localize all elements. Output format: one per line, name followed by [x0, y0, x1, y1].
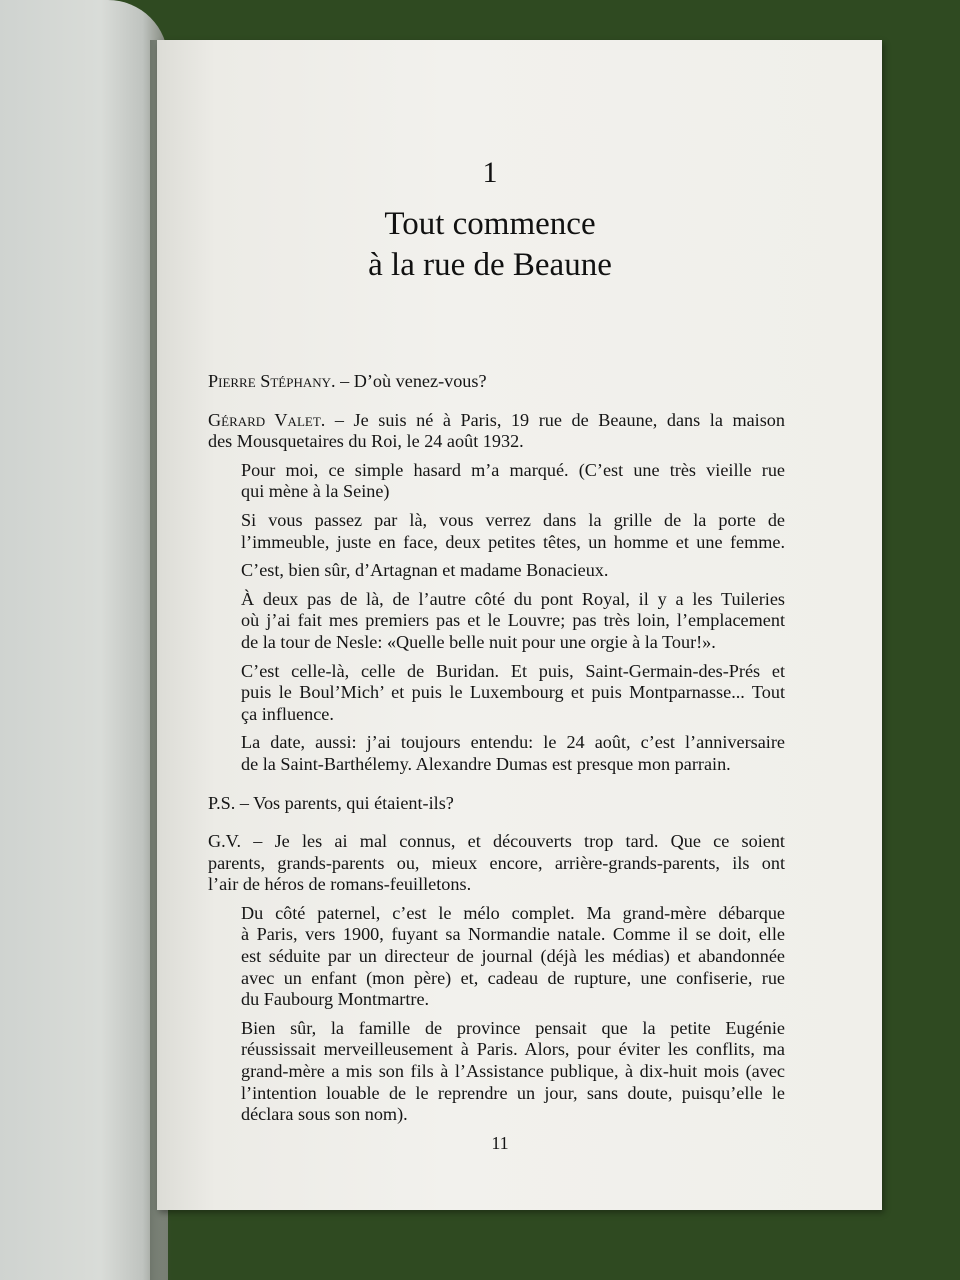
- text-line: déclara sous son nom).: [241, 1104, 408, 1125]
- paragraph-question-origin: [208, 371, 785, 393]
- text-line: grand-mère a mis son fils à l’Assistance publique, à dix-huit mois (avec: [241, 1061, 785, 1082]
- paragraph-answer-birth: [208, 410, 785, 453]
- text-line: puis le Boul’Mich’ et puis le Luxembourg et puis Montparnasse... Tout: [241, 682, 785, 703]
- text-line: Bien sûr, la famille de province pensait que la petite Eugénie: [241, 1017, 785, 1038]
- text-line: C’est celle-là, celle de Buridan. Et puis, Saint-Germain-des-Prés et: [241, 660, 785, 681]
- text-line: du Faubourg Montmartre.: [241, 989, 430, 1010]
- text-line: où j’ai fait mes premiers pas et le Louvre; pas très loin, l’emplacement: [241, 610, 785, 631]
- text-line: avec un enfant (mon père) et, cadeau de rupture, une confiserie, rue: [241, 967, 785, 988]
- text-line: ça influence.: [241, 703, 334, 724]
- paragraph: [208, 460, 785, 503]
- speaker-name: Pierre Stéphany.: [208, 371, 336, 391]
- text-line: – D’où venez-vous?: [340, 371, 487, 391]
- paragraph-question-parents: [208, 793, 785, 815]
- text-line: à Paris, vers 1900, fuyant sa Normandie natale. Comme il se doit, elle: [241, 924, 785, 945]
- text-line: de la Saint-Barthélemy. Alexandre Dumas est presque mon parrain.: [241, 753, 731, 774]
- paragraph: [208, 510, 785, 553]
- text-line: Gérard Valet. – Je suis né à Paris, 19 rue de Beaune, dans la maison: [208, 409, 785, 430]
- paragraph: [208, 560, 785, 582]
- text-line: G.V. – Je les ai mal connus, et découverts trop tard. Que ce soient: [208, 831, 785, 852]
- paragraph: [208, 732, 785, 775]
- paragraph: [208, 1018, 785, 1126]
- facing-page-edge: [0, 0, 168, 1280]
- chapter-title-line-1: Tout commence: [384, 206, 596, 242]
- text-line: Pour moi, ce simple hasard m’a marqué. (C’est une très vieille rue: [241, 459, 785, 480]
- text-line: C’est, bien sûr, d’Artagnan et madame Bonacieux.: [241, 560, 609, 581]
- text-line: Si vous passez par là, vous verrez dans la grille de la porte de: [241, 509, 785, 530]
- text-line: l’immeuble, juste en face, deux petites têtes, un homme et une femme.: [241, 531, 785, 552]
- text-line: l’air de héros de romans-feuilletons.: [208, 874, 472, 895]
- text-line: parents, grands-parents ou, mieux encore, arrière-grands-parents, ils ont: [208, 852, 785, 873]
- text-line: l’intention louable de le reprendre un jour, sans doute, puisqu’elle le: [241, 1082, 785, 1103]
- paragraph: [208, 903, 785, 1011]
- text-line: qui mène à la Seine): [241, 481, 390, 502]
- page-number: 11: [491, 1133, 509, 1153]
- text-line: réussissait merveilleusement à Paris. Alors, pour éviter les conflits, ma: [241, 1039, 785, 1060]
- paragraph: [208, 589, 785, 654]
- text-line: est séduite par un directeur de journal (déjà les médias) et abandonnée: [241, 946, 785, 967]
- paragraph: [208, 661, 785, 726]
- text-line: La date, aussi: j’ai toujours entendu: le 24 août, c’est l’anniversaire: [241, 732, 785, 753]
- speaker-name: Gérard Valet.: [208, 409, 326, 430]
- body-text: [208, 371, 785, 1126]
- paragraph-answer-parents: [208, 831, 785, 896]
- chapter-title: [0, 204, 960, 286]
- text-line: Du côté paternel, c’est le mélo complet. Ma grand-mère débarque: [241, 902, 785, 923]
- text-line: P.S. – Vos parents, qui étaient-ils?: [208, 792, 454, 813]
- chapter-title-line-2: à la rue de Beaune: [368, 247, 612, 283]
- text-line: de la tour de Nesle: «Quelle belle nuit pour une orgie à la Tour!».: [241, 631, 716, 652]
- text-line: des Mousquetaires du Roi, le 24 août 1932.: [208, 431, 524, 452]
- text-line: À deux pas de là, de l’autre côté du pont Royal, il y a les Tuileries: [241, 588, 785, 609]
- chapter-number: 1: [482, 156, 498, 189]
